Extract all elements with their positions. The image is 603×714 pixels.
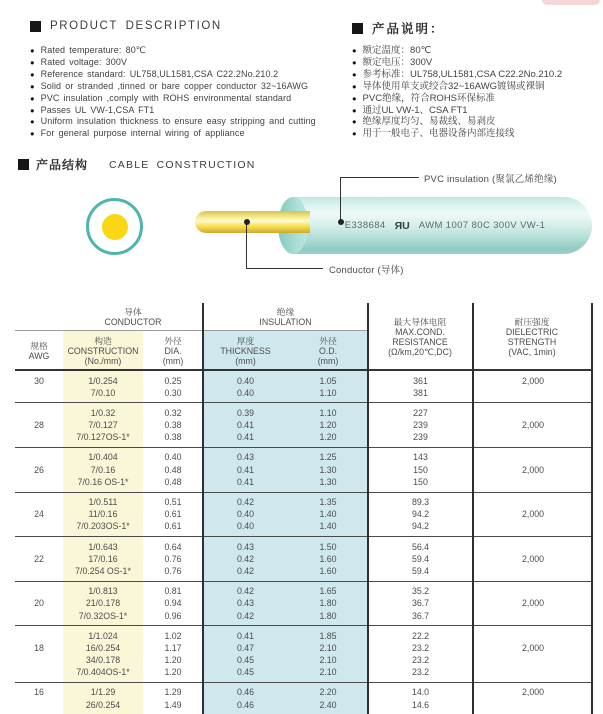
table-cell: 7/0.10 <box>90 387 116 398</box>
dia-column-header <box>143 336 203 366</box>
table-cell: 1.35 <box>319 497 337 507</box>
header-text: CONDUCTOR <box>104 317 162 327</box>
bullet-icon: ● <box>30 57 35 67</box>
table-cell: 381 <box>413 387 428 398</box>
table-cell: 0.39 <box>236 407 255 418</box>
table-vertical-rule <box>472 303 474 714</box>
table-cell: 36.7 <box>411 598 430 609</box>
table-cell: 2.10 <box>319 655 337 666</box>
table-cell: 56.4 <box>411 541 430 552</box>
table-cell: 1.40 <box>319 509 337 520</box>
list-item-text: PVC insulation ,comply with ROHS environmental standard <box>40 92 292 103</box>
list-item-text: Solid or stranded ,tinned or bare copper conductor 32~16AWG <box>40 80 309 91</box>
table-cell: 0.45 <box>236 667 255 678</box>
header-text: RESISTANCE <box>392 337 448 347</box>
conductor-pointer-line-horizontal <box>246 268 323 269</box>
table-cell: 94.2 <box>411 521 430 532</box>
table-row-group-awg-20 <box>15 582 593 627</box>
table-cell: 35.2 <box>411 586 430 597</box>
table-cell: 227 <box>413 407 428 418</box>
table-cell: 2,000 <box>521 553 544 564</box>
table-cell: 1/0.254 <box>88 375 118 386</box>
list-item <box>30 128 345 140</box>
table-cell: 89.3 <box>411 497 430 507</box>
table-cell: 1.20 <box>319 420 337 431</box>
bullet-icon: ● <box>30 46 35 55</box>
bullet-icon: ● <box>352 129 357 139</box>
table-cell: 0.51 <box>164 497 182 507</box>
table-cell: 0.41 <box>236 476 255 487</box>
table-cell: 0.40 <box>236 509 255 520</box>
table-cell: 1.20 <box>164 655 182 666</box>
table-cell: 150 <box>413 476 428 487</box>
table-cell: 0.48 <box>164 464 182 475</box>
table-cell: 361 <box>413 375 428 386</box>
resistance-column-header <box>368 317 472 357</box>
table-cell: 0.76 <box>164 553 182 564</box>
ul-recognized-mark-icon: ЯU <box>394 219 410 232</box>
table-cell: 0.41 <box>236 464 255 475</box>
list-item <box>30 93 345 105</box>
list-item-text: Uniform insulation thickness to ensure easy stripping and cutting <box>40 116 316 127</box>
table-cell: 1.60 <box>319 553 337 564</box>
header-text: 绝缘 <box>276 307 295 317</box>
table-cell: 0.46 <box>236 699 255 710</box>
list-item <box>352 57 600 69</box>
table-row-group-awg-16 <box>15 683 593 714</box>
header-text: (Ω/km,20℃,DC) <box>388 347 452 357</box>
list-item-text: Rated voltage: 300V <box>40 56 128 67</box>
pvc-insulation-label: PVC insulation (聚氯乙烯绝缘) <box>424 174 557 185</box>
table-cell: 143 <box>413 452 428 463</box>
product-description-cn-list <box>352 45 600 140</box>
header-text: O.D. <box>318 346 338 356</box>
table-cell: 0.61 <box>164 509 182 520</box>
table-cell: 0.40 <box>164 452 182 463</box>
list-item <box>30 69 345 81</box>
table-cell: 7/0.16 OS-1* <box>77 476 129 487</box>
table-cell: 0.42 <box>236 553 255 564</box>
table-cell: 1.60 <box>319 565 337 576</box>
table-cell: 2.20 <box>319 687 337 698</box>
table-cell: 0.64 <box>164 541 182 552</box>
table-cell: 1/0.511 <box>88 497 118 507</box>
construction-column-header <box>63 336 143 366</box>
table-cell: 2,000 <box>521 509 544 520</box>
table-cell: 26 <box>34 464 44 475</box>
conductor-label: Conductor (导体) <box>329 265 404 276</box>
bullet-icon: ● <box>30 93 35 103</box>
header-text: 厚度 <box>236 336 255 346</box>
table-cell: 2.10 <box>319 667 337 678</box>
table-row-group-awg-30 <box>15 371 593 403</box>
product-description-title: PRODUCT DESCRIPTION <box>50 20 222 32</box>
table-cell: 1.49 <box>164 699 182 710</box>
table-cell: 239 <box>413 432 428 443</box>
header-text: 导体 <box>124 307 142 317</box>
table-cell: 28 <box>34 420 44 431</box>
list-item <box>352 93 600 105</box>
list-item-text: 通过UL VW-1、CSA FT1 <box>362 104 468 116</box>
table-cell: 7/0.32OS-1* <box>78 610 128 621</box>
header-text: 构造 <box>94 336 112 346</box>
list-item <box>30 81 345 93</box>
table-cell: 0.42 <box>236 610 255 621</box>
list-item <box>352 116 600 128</box>
header-text: 外径 <box>164 336 182 346</box>
table-vertical-rule <box>591 303 593 714</box>
conductor-group-header <box>63 307 203 327</box>
header-text: (No./mm) <box>84 356 122 366</box>
list-item <box>30 45 345 57</box>
table-cell: 0.32 <box>164 407 182 418</box>
list-item <box>30 116 345 128</box>
pvc-pointer-line-horizontal <box>340 177 419 178</box>
table-cell: 0.45 <box>236 655 255 666</box>
table-cell: 18 <box>34 642 44 653</box>
table-row-group-awg-26 <box>15 448 593 493</box>
table-cell: 1.17 <box>164 642 182 653</box>
table-cell: 21/0.178 <box>85 598 121 609</box>
table-cell: 24 <box>34 509 44 520</box>
table-cell: 16/0.254 <box>85 642 121 653</box>
product-description-heading <box>30 20 222 32</box>
table-cell: 0.38 <box>164 420 182 431</box>
conductor-rod-illustration <box>195 211 310 233</box>
conductor-pointer-line-vertical <box>246 222 247 269</box>
header-text: CONSTRUCTION <box>67 346 139 356</box>
table-cell: 30 <box>34 375 44 386</box>
list-item <box>30 105 345 117</box>
table-cell: 7/0.254 OS-1* <box>75 565 131 576</box>
section-marker-square-icon <box>352 23 363 34</box>
table-cell: 1.29 <box>164 687 182 698</box>
table-cell: 23.2 <box>411 667 430 678</box>
section-marker-square-icon <box>30 21 41 32</box>
table-cell: 0.94 <box>164 598 182 609</box>
table-cell: 17/0.16 <box>88 553 118 564</box>
list-item-text: 绝缘厚度均匀、易裁线、易剥皮 <box>362 116 496 128</box>
table-cell: 23.2 <box>411 642 430 653</box>
specification-table <box>15 303 593 714</box>
table-cell: 0.40 <box>236 375 255 386</box>
table-cell: 1.10 <box>319 387 337 398</box>
pvc-pointer-dot <box>338 219 344 225</box>
cable-print-text <box>300 197 590 254</box>
table-cell: 1.85 <box>319 630 337 641</box>
table-cell: 1.30 <box>319 464 337 475</box>
table-cell: 14.0 <box>411 687 430 698</box>
product-description-list <box>30 45 345 140</box>
bullet-icon: ● <box>30 129 35 139</box>
bullet-icon: ● <box>30 105 35 115</box>
header-text: (VAC, 1min) <box>508 347 556 357</box>
list-item-text: 导体使用单支或绞合32~16AWG镀锡或裸铜 <box>362 80 545 92</box>
bullet-icon: ● <box>30 117 35 127</box>
table-cell: 0.43 <box>236 541 255 552</box>
table-cell: 0.41 <box>236 432 255 443</box>
group-header-underline <box>15 330 368 331</box>
table-cell: 34/0.178 <box>85 655 121 666</box>
table-cell: 59.4 <box>411 553 430 564</box>
table-cell: 1/0.643 <box>88 541 118 552</box>
table-cell: 0.61 <box>164 521 182 532</box>
header-text: AWG <box>28 351 50 361</box>
cable-cert-number: E338684 <box>344 220 386 231</box>
table-cell: 0.76 <box>164 565 182 576</box>
table-cell: 36.7 <box>411 610 430 621</box>
table-cell: 0.81 <box>164 586 182 597</box>
table-row-group-awg-28 <box>15 403 593 448</box>
cropped-logo-artifact <box>542 0 600 5</box>
table-cell: 2.40 <box>319 699 337 710</box>
header-text: MAX.COND. <box>395 327 445 337</box>
table-row-group-awg-18 <box>15 626 593 683</box>
table-cell: 150 <box>413 464 428 475</box>
header-text: STRENGTH <box>507 337 557 347</box>
bullet-icon: ● <box>30 69 35 79</box>
header-text: 耐压强度 <box>514 317 550 327</box>
bullet-icon: ● <box>352 117 357 127</box>
table-cell: 2.10 <box>319 642 337 653</box>
table-cell: 14.6 <box>411 699 430 710</box>
bullet-icon: ● <box>352 57 357 67</box>
table-cell: 7/0.16 <box>90 464 116 475</box>
conductor-pointer-dot <box>244 219 250 225</box>
table-cell: 1.65 <box>319 586 337 597</box>
table-cell: 0.43 <box>236 598 255 609</box>
header-text: DIA. <box>164 346 182 356</box>
table-cell: 0.48 <box>164 476 182 487</box>
awg-column-header <box>15 341 63 361</box>
table-cell: 22 <box>34 553 44 564</box>
table-cell: 16 <box>34 687 44 698</box>
table-cell: 1.20 <box>164 667 182 678</box>
list-item <box>352 45 600 57</box>
table-body <box>15 371 593 714</box>
table-cell: 0.38 <box>164 432 182 443</box>
table-cell: 7/0.404OS-1* <box>76 667 130 678</box>
header-text: DIELECTRIC <box>505 327 559 337</box>
table-cell: 1/0.813 <box>88 586 118 597</box>
table-cell: 1.25 <box>319 452 337 463</box>
pvc-pointer-line-vertical <box>340 177 341 222</box>
table-cell: 0.42 <box>236 586 255 597</box>
od-column-header <box>288 336 368 366</box>
list-item-text: 额定温度：80℃ <box>362 45 432 56</box>
product-description-cn-title: 产品说明： <box>372 22 445 36</box>
header-text: (mm) <box>162 356 184 366</box>
header-text: (mm) <box>235 356 256 366</box>
table-cell: 59.4 <box>411 565 430 576</box>
table-cell: 0.42 <box>236 497 255 507</box>
table-cell: 0.25 <box>164 375 182 386</box>
header-text: 外径 <box>319 336 337 346</box>
table-cell: 2,000 <box>521 642 544 653</box>
list-item <box>30 57 345 69</box>
header-text: THICKNESS <box>220 346 271 356</box>
table-cell: 1/1.29 <box>90 687 116 698</box>
table-cell: 22.2 <box>411 630 430 641</box>
table-vertical-rule <box>367 303 369 714</box>
bullet-icon: ● <box>30 81 35 91</box>
table-cell: 2,000 <box>521 687 544 698</box>
table-cell: 0.40 <box>236 387 255 398</box>
table-row-group-awg-22 <box>15 537 593 582</box>
section-marker-square-icon <box>18 159 29 170</box>
table-cell: 1.10 <box>319 407 337 418</box>
table-cell: 20 <box>34 598 44 609</box>
table-cell: 2,000 <box>521 420 544 431</box>
table-cell: 0.96 <box>164 610 182 621</box>
table-cell: 11/0.16 <box>88 509 118 520</box>
bullet-icon: ● <box>352 105 357 115</box>
header-text: 最大导体电阻 <box>393 317 447 327</box>
table-cell: 0.40 <box>236 521 255 532</box>
table-cell: 1.50 <box>319 541 337 552</box>
table-cell: 2,000 <box>521 598 544 609</box>
construction-title-cn: 产品结构 <box>36 158 89 172</box>
table-cell: 2,000 <box>521 464 544 475</box>
list-item <box>352 128 600 140</box>
list-item-text: PVC绝缘，符合ROHS环保标准 <box>362 92 496 104</box>
list-item <box>352 81 600 93</box>
table-cell: 1.80 <box>319 610 337 621</box>
table-cell: 1.05 <box>319 375 337 386</box>
table-cell: 1.02 <box>164 630 182 641</box>
table-cell: 2,000 <box>521 375 544 386</box>
cable-spec-text: AWM 1007 80C 300V VW-1 <box>418 220 546 231</box>
table-cell: 7/0.127 <box>88 420 118 431</box>
table-cell: 1.40 <box>319 521 337 532</box>
table-header <box>15 303 593 371</box>
product-description-cn-heading <box>352 19 445 37</box>
dielectric-column-header <box>473 317 591 357</box>
list-item-text: 参考标准：UL758,UL1581,CSA C22.2No.210.2 <box>362 68 563 80</box>
table-cell: 0.41 <box>236 420 255 431</box>
header-text: 规格 <box>30 341 48 351</box>
list-item-text: Passes UL VW-1,CSA FT1 <box>40 104 155 115</box>
table-cell: 239 <box>413 420 428 431</box>
thickness-column-header <box>203 336 288 366</box>
bullet-icon: ● <box>352 93 357 103</box>
list-item <box>352 105 600 117</box>
table-cell: 7/0.127OS-1* <box>76 432 130 443</box>
table-cell: 1/0.32 <box>90 407 116 418</box>
bullet-icon: ● <box>352 81 357 91</box>
bullet-icon: ● <box>352 46 357 55</box>
insulation-group-header <box>203 307 368 327</box>
list-item <box>352 69 600 81</box>
table-cell: 0.30 <box>164 387 182 398</box>
list-item-text: 额定电压：300V <box>362 56 433 68</box>
cable-construction-heading <box>18 156 256 173</box>
table-cell: 23.2 <box>411 655 430 666</box>
table-cell: 1.20 <box>319 432 337 443</box>
list-item-text: For general purpose internal wiring of appliance <box>40 128 245 139</box>
table-cell: 0.47 <box>236 642 255 653</box>
table-cell: 1/0.404 <box>88 452 118 463</box>
table-row-group-awg-24 <box>15 493 593 538</box>
table-cell: 1/1.024 <box>88 630 118 641</box>
table-cell: 0.43 <box>236 452 255 463</box>
table-cell: 0.41 <box>236 630 255 641</box>
table-cell: 7/0.203OS-1* <box>76 521 130 532</box>
cable-cross-section-conductor <box>102 214 128 240</box>
header-text: (mm) <box>317 356 339 366</box>
table-cell: 1.80 <box>319 598 337 609</box>
table-cell: 0.42 <box>236 565 255 576</box>
table-cell: 0.46 <box>236 687 255 698</box>
list-item-text: 用于一般电子、电器设备内部连接线 <box>362 128 515 140</box>
bullet-icon: ● <box>352 69 357 79</box>
header-text: INSULATION <box>259 317 312 327</box>
construction-title-en: CABLE CONSTRUCTION <box>109 158 256 171</box>
list-item-text: Rated temperature: 80℃ <box>40 45 147 55</box>
table-cell: 94.2 <box>411 509 430 520</box>
list-item-text: Reference standard: UL758,UL1581,CSA C22.2No.210.2 <box>40 68 279 79</box>
table-vertical-rule <box>202 303 204 714</box>
table-cell: 26/0.254 <box>85 699 121 710</box>
table-cell: 1.30 <box>319 476 337 487</box>
